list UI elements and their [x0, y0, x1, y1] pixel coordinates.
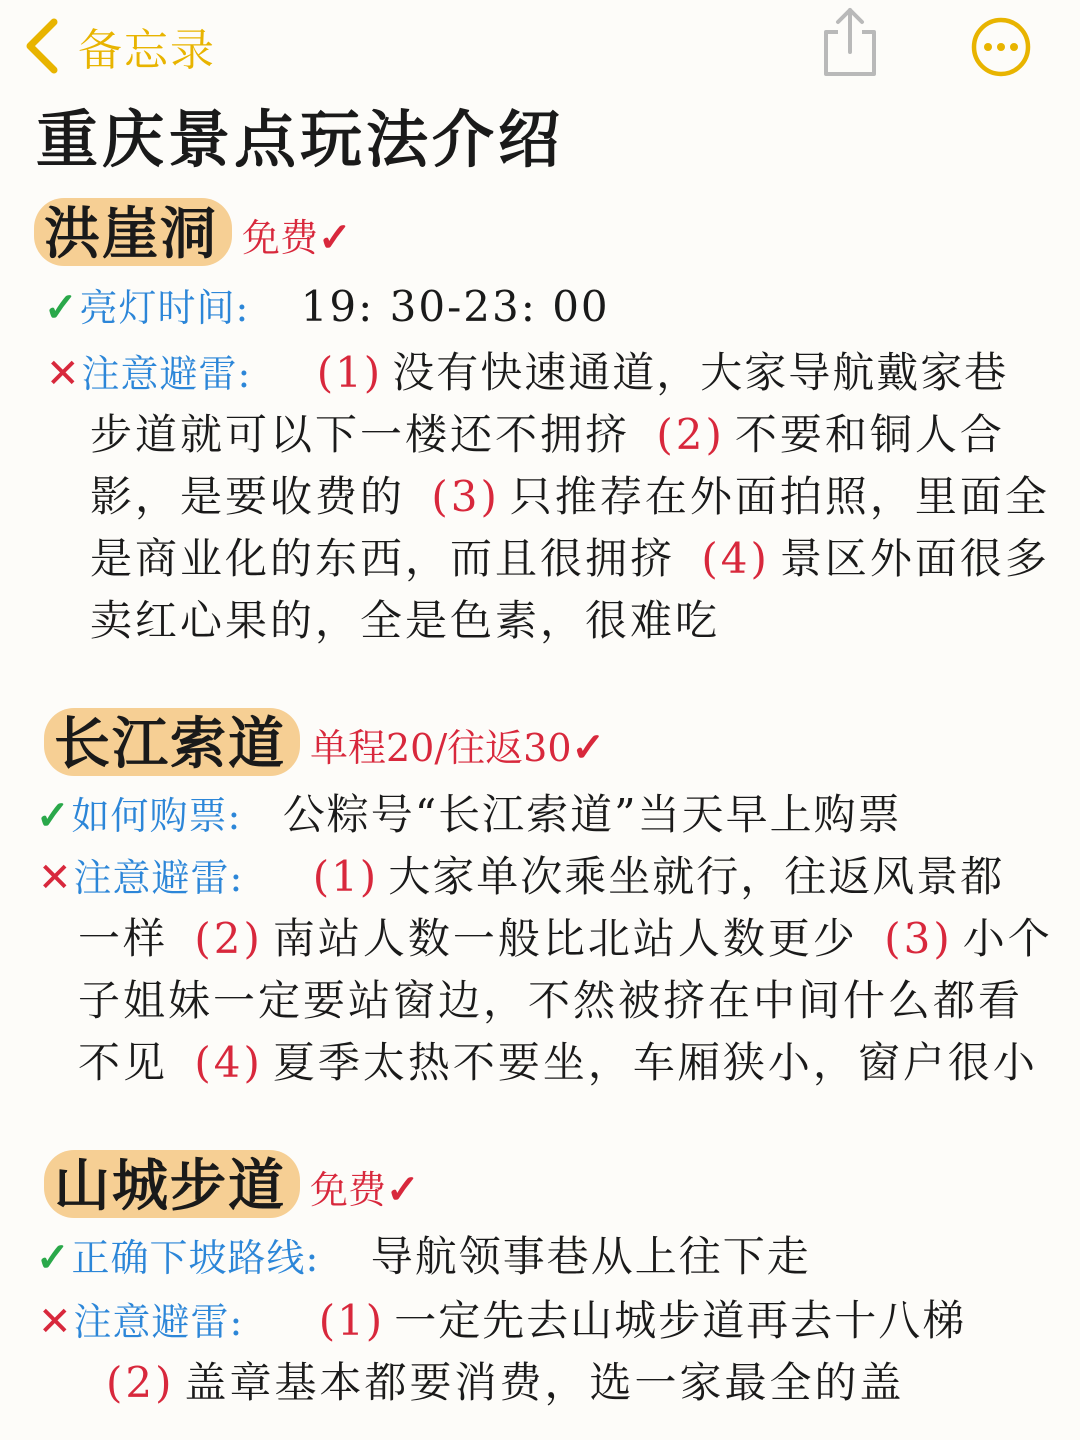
- x-mark: ✕: [38, 855, 74, 901]
- info-row: [36, 1226, 811, 1289]
- warning-line: [90, 466, 1050, 528]
- item-number: (1): [316, 348, 383, 397]
- warning-row: [38, 1290, 966, 1353]
- warning-row: [38, 846, 1004, 909]
- item-number: (2): [194, 914, 263, 963]
- warning-line: [78, 1032, 1038, 1094]
- warning-line: [90, 528, 1050, 590]
- warning-text: 小个: [962, 914, 1053, 963]
- warning-text: 步道就可以下一楼还不拥挤: [90, 410, 631, 459]
- check-mark: ✓: [36, 792, 72, 839]
- x-mark: ✕: [38, 1299, 74, 1345]
- section-title: 山城步道: [44, 1140, 300, 1222]
- warning-label: 注意避雷:: [81, 352, 252, 396]
- check-mark: ✓: [571, 724, 606, 771]
- section-heading-cableway: [44, 698, 605, 780]
- info-row: [36, 784, 902, 847]
- section-heading-mountain-trail: [44, 1140, 420, 1222]
- item-number: (3): [431, 472, 500, 521]
- info-value: 公粽号“长江索道”当天早上购票: [282, 790, 902, 839]
- price-text: 单程20/往返30: [310, 726, 572, 770]
- check-mark: ✓: [386, 1166, 420, 1213]
- warning-text: 子姐妹一定要站窗边，不然被挤在中间什么都看: [78, 976, 1024, 1025]
- check-mark: ✓: [44, 284, 80, 331]
- warning-text: 是商业化的东西，而且很拥挤: [90, 534, 676, 583]
- warning-label: 注意避雷:: [73, 1300, 244, 1344]
- warning-text: 一定先去山城步道再去十八梯: [394, 1296, 967, 1345]
- section-title: 洪崖洞: [34, 188, 232, 270]
- warning-text: 卖红心果的，全是色素，很难吃: [90, 596, 721, 645]
- info-row: [44, 276, 610, 339]
- note-title: 重庆景点玩法介绍: [36, 103, 565, 176]
- item-number: (3): [884, 914, 953, 963]
- warning-row: [46, 342, 1008, 405]
- chevron-left-icon: [22, 16, 62, 76]
- price-text: 免费: [242, 216, 319, 260]
- check-mark: ✓: [36, 1234, 72, 1281]
- price-tag: [310, 1159, 420, 1214]
- warning-text: 没有快速通道，大家导航戴家巷: [392, 348, 1009, 397]
- warning-label: 注意避雷:: [73, 856, 244, 900]
- item-number: (1): [312, 852, 379, 901]
- back-label: 备忘录: [78, 25, 216, 76]
- back-button[interactable]: [22, 14, 216, 78]
- warning-text: 不见: [78, 1038, 169, 1087]
- item-number: (1): [318, 1296, 385, 1345]
- info-value: 导航领事巷从上往下走: [370, 1232, 811, 1281]
- item-number: (2): [106, 1358, 175, 1407]
- info-label: 正确下坡路线:: [71, 1236, 320, 1280]
- warning-text: 影，是要收费的: [90, 472, 406, 521]
- section-heading-hongyadong: [34, 188, 352, 270]
- warning-line: [90, 404, 1005, 466]
- info-value: 19: 30-23: 00: [300, 282, 610, 331]
- price-tag: [242, 207, 352, 262]
- warning-text: 景区外面很多: [779, 534, 1050, 583]
- warning-text: 盖章基本都要消费，选一家最全的盖: [184, 1358, 905, 1407]
- info-label: 亮灯时间:: [79, 286, 250, 330]
- info-label: 如何购票:: [71, 794, 242, 838]
- price-tag: [310, 717, 605, 772]
- warning-text: 不要和铜人合: [734, 410, 1005, 459]
- warning-text: 一样: [78, 914, 169, 963]
- warning-line: [96, 1352, 905, 1414]
- warning-line: [78, 908, 1053, 970]
- warning-line: [78, 970, 1023, 1032]
- section-title: 长江索道: [44, 698, 300, 780]
- price-text: 免费: [310, 1168, 387, 1212]
- navigation-bar: [0, 0, 1080, 95]
- warning-text: 南站人数一般比北站人数更少: [272, 914, 858, 963]
- item-number: (4): [194, 1038, 263, 1087]
- check-mark: ✓: [318, 214, 352, 261]
- share-icon[interactable]: [818, 6, 882, 78]
- warning-text: 夏季太热不要坐，车厢狭小，窗户很小: [272, 1038, 1038, 1087]
- ellipsis-circle-icon[interactable]: [970, 16, 1032, 78]
- warning-line: [90, 590, 720, 652]
- warning-text: 大家单次乘坐就行，往返风景都: [388, 852, 1005, 901]
- x-mark: ✕: [46, 351, 82, 397]
- item-number: (2): [656, 410, 725, 459]
- item-number: (4): [701, 534, 770, 583]
- warning-text: 只推荐在外面拍照，里面全: [509, 472, 1050, 521]
